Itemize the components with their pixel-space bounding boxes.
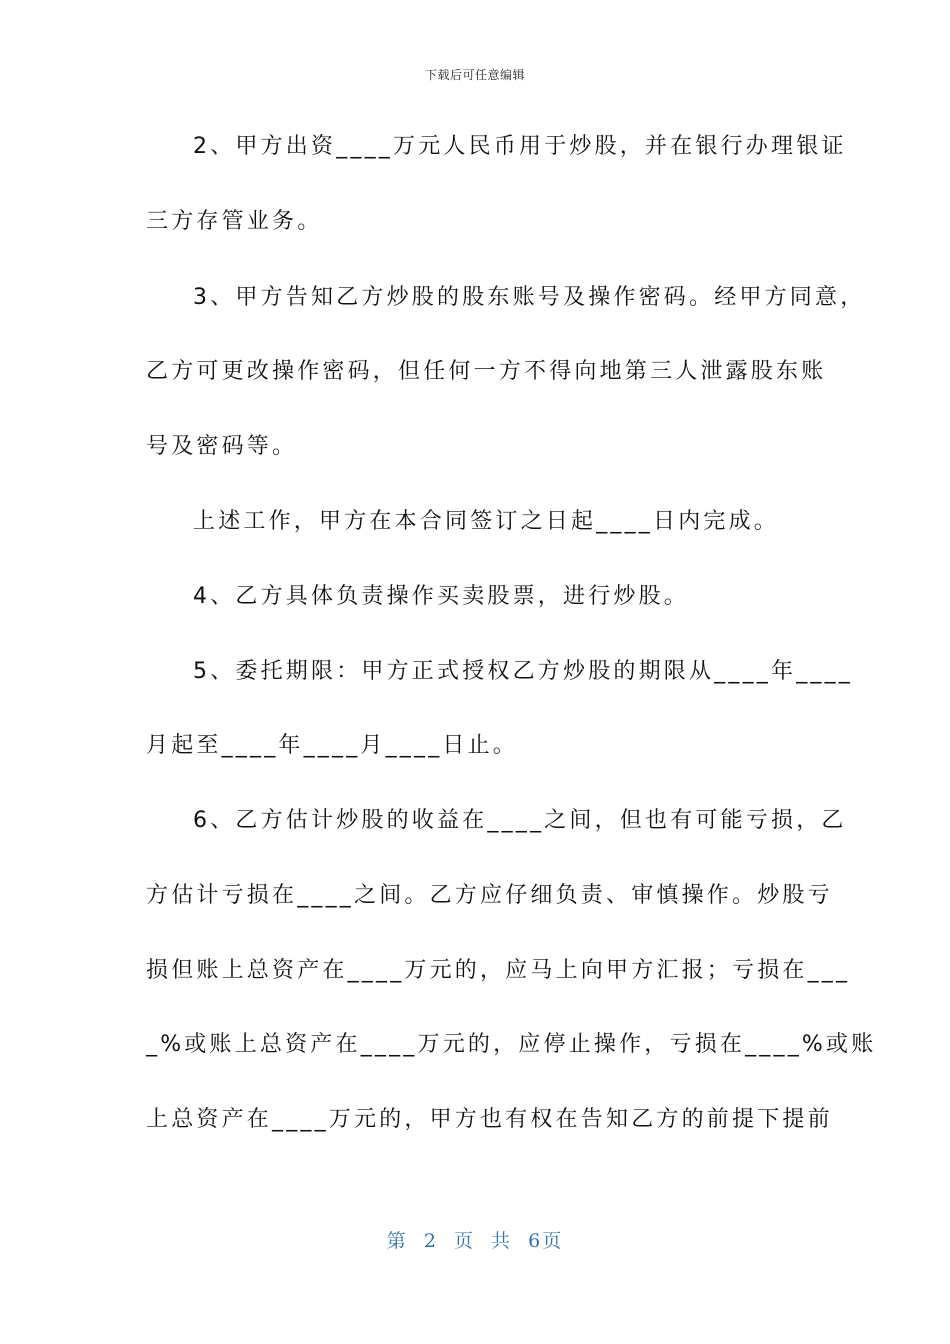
page-footer	[0, 1226, 950, 1253]
footer-prefix: 第	[386, 1230, 408, 1252]
footer-total-pages: 6页	[528, 1230, 564, 1252]
text-line: 3、甲方告知乙方炒股的股东账号及操作密码。经甲方同意，	[193, 285, 866, 310]
text-line: 上述工作，甲方在本合同签订之日起____日内完成。	[193, 509, 780, 534]
text-line: 6、乙方估计炒股的收益在____之间，但也有可能亏损，乙	[193, 808, 847, 833]
text-line: 2、甲方出资____万元人民币用于炒股，并在银行办理银证	[193, 134, 847, 159]
footer-current-page: 2	[423, 1230, 438, 1252]
text-line: _%或账上总资产在____万元的，应停止操作，亏损在____%或账	[146, 1032, 877, 1057]
text-line: 号及密码等。	[146, 434, 298, 459]
footer-total-word: 共	[491, 1230, 513, 1252]
text-line: 月起至____年____月____日止。	[146, 733, 519, 758]
text-line: 乙方可更改操作密码，但任何一方不得向地第三人泄露股东账	[146, 359, 827, 384]
text-line: 上总资产在____万元的，甲方也有权在告知乙方的前提下提前	[146, 1107, 833, 1132]
text-line: 5、委托期限：甲方正式授权乙方炒股的期限从____年____	[193, 659, 853, 684]
text-line: 4、乙方具体负责操作买卖股票，进行炒股。	[193, 584, 689, 609]
text-line: 方估计亏损在____之间。乙方应仔细负责、审慎操作。炒股亏	[146, 883, 833, 908]
text-line: 三方存管业务。	[146, 209, 323, 234]
page-header-note: 下载后可任意编辑	[424, 68, 525, 82]
text-line: 损但账上总资产在____万元的，应马上向甲方汇报；亏损在___	[146, 958, 851, 983]
footer-page-word: 页	[453, 1230, 475, 1252]
